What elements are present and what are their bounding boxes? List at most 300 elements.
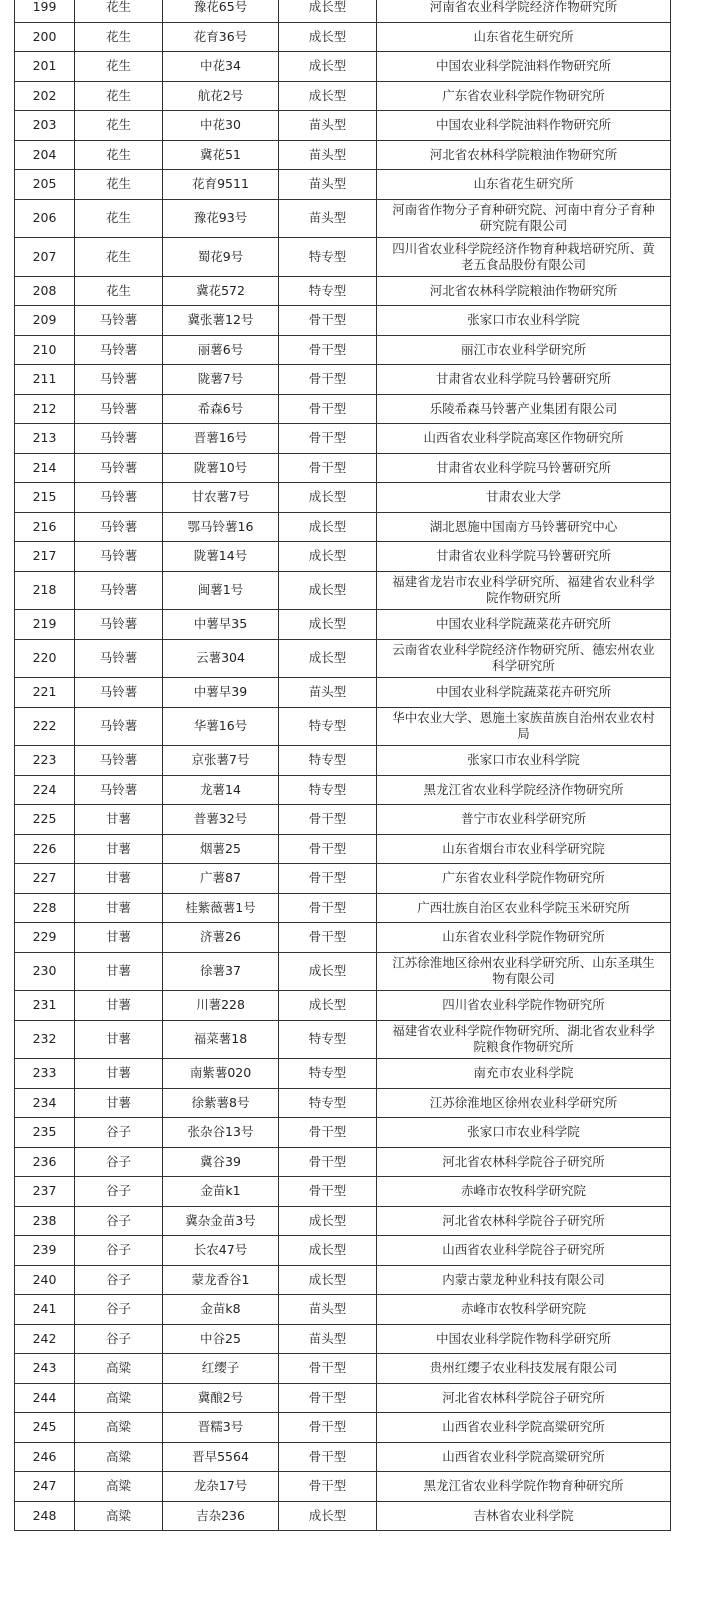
variety-name: 张杂谷13号: [163, 1118, 279, 1148]
variety-type: 成长型: [279, 571, 377, 610]
breeding-unit: 福建省农业科学院作物研究所、湖北省农业科学院粮食作物研究所: [377, 1020, 671, 1059]
crop-name: 花生: [75, 52, 163, 82]
row-number: 229: [15, 923, 75, 953]
crop-name: 高粱: [75, 1383, 163, 1413]
breeding-unit: 乐陵希森马铃薯产业集团有限公司: [377, 394, 671, 424]
breeding-unit: 山西省农业科学院高寒区作物研究所: [377, 424, 671, 454]
crop-name: 高粱: [75, 1472, 163, 1502]
row-number: 203: [15, 111, 75, 141]
variety-type: 骨干型: [279, 365, 377, 395]
row-number: 239: [15, 1236, 75, 1266]
crop-name: 甘薯: [75, 805, 163, 835]
row-number: 232: [15, 1020, 75, 1059]
table-row: [15, 453, 671, 483]
variety-name: 徐薯37: [163, 952, 279, 991]
table-row: [15, 335, 671, 365]
variety-name: 红缨子: [163, 1354, 279, 1384]
table-row: [15, 639, 671, 678]
crop-name: 高粱: [75, 1354, 163, 1384]
variety-name: 甘农薯7号: [163, 483, 279, 513]
row-number: 221: [15, 678, 75, 708]
variety-type: 特专型: [279, 1020, 377, 1059]
breeding-unit: 张家口市农业科学院: [377, 746, 671, 776]
row-number: 233: [15, 1059, 75, 1089]
row-number: 215: [15, 483, 75, 513]
breeding-unit: 南充市农业科学院: [377, 1059, 671, 1089]
variety-name: 龙薯14: [163, 775, 279, 805]
table-row: [15, 610, 671, 640]
variety-type: 骨干型: [279, 306, 377, 336]
crop-name: 花生: [75, 140, 163, 170]
variety-type: 成长型: [279, 1236, 377, 1266]
crop-name: 甘薯: [75, 1088, 163, 1118]
crop-name: 谷子: [75, 1118, 163, 1148]
breeding-unit: 云南省农业科学院经济作物研究所、德宏州农业科学研究所: [377, 639, 671, 678]
breeding-unit: 张家口市农业科学院: [377, 1118, 671, 1148]
table-row: [15, 1472, 671, 1502]
variety-name: 晋糯3号: [163, 1413, 279, 1443]
row-number: 207: [15, 238, 75, 277]
crop-name: 马铃薯: [75, 424, 163, 454]
variety-name: 鄂马铃薯16: [163, 512, 279, 542]
table-row: [15, 22, 671, 52]
crop-name: 谷子: [75, 1265, 163, 1295]
breeding-unit: 张家口市农业科学院: [377, 306, 671, 336]
variety-type: 成长型: [279, 483, 377, 513]
row-number: 209: [15, 306, 75, 336]
breeding-unit: 吉林省农业科学院: [377, 1501, 671, 1531]
row-number: 200: [15, 22, 75, 52]
breeding-unit: 山东省花生研究所: [377, 22, 671, 52]
breeding-unit: 赤峰市农牧科学研究院: [377, 1177, 671, 1207]
variety-name: 晋早5564: [163, 1442, 279, 1472]
table-row: [15, 542, 671, 572]
breeding-unit: 山西省农业科学院高粱研究所: [377, 1442, 671, 1472]
breeding-unit: 中国农业科学院油料作物研究所: [377, 111, 671, 141]
variety-type: 成长型: [279, 22, 377, 52]
variety-type: 成长型: [279, 542, 377, 572]
table-row: [15, 952, 671, 991]
table-row: [15, 1118, 671, 1148]
breeding-unit: 中国农业科学院作物科学研究所: [377, 1324, 671, 1354]
variety-name: 冀谷39: [163, 1147, 279, 1177]
row-number: 241: [15, 1295, 75, 1325]
table-row: [15, 1324, 671, 1354]
variety-type: 苗头型: [279, 170, 377, 200]
variety-type: 苗头型: [279, 111, 377, 141]
row-number: 231: [15, 991, 75, 1021]
variety-type: 骨干型: [279, 335, 377, 365]
row-number: 212: [15, 394, 75, 424]
variety-type: 骨干型: [279, 1442, 377, 1472]
row-number: 218: [15, 571, 75, 610]
variety-type: 苗头型: [279, 1295, 377, 1325]
row-number: 219: [15, 610, 75, 640]
variety-type: 骨干型: [279, 1118, 377, 1148]
variety-name: 中花30: [163, 111, 279, 141]
crop-name: 马铃薯: [75, 678, 163, 708]
variety-name: 广薯87: [163, 864, 279, 894]
breeding-unit: 丽江市农业科学研究所: [377, 335, 671, 365]
variety-type: 成长型: [279, 1265, 377, 1295]
variety-type: 骨干型: [279, 893, 377, 923]
table-row: [15, 170, 671, 200]
variety-name: 冀花51: [163, 140, 279, 170]
table-row: [15, 678, 671, 708]
table-row: [15, 365, 671, 395]
breeding-unit: 河北省农林科学院粮油作物研究所: [377, 276, 671, 306]
variety-type: 成长型: [279, 1501, 377, 1531]
breeding-unit: 中国农业科学院蔬菜花卉研究所: [377, 678, 671, 708]
row-number: 211: [15, 365, 75, 395]
table-row: [15, 1383, 671, 1413]
row-number: 226: [15, 834, 75, 864]
breeding-unit: 四川省农业科学院作物研究所: [377, 991, 671, 1021]
breeding-unit: 中国农业科学院蔬菜花卉研究所: [377, 610, 671, 640]
variety-name: 川薯228: [163, 991, 279, 1021]
variety-type: 特专型: [279, 746, 377, 776]
breeding-unit: 河北省农林科学院谷子研究所: [377, 1383, 671, 1413]
variety-name: 冀张薯12号: [163, 306, 279, 336]
table-row: [15, 1265, 671, 1295]
crop-name: 谷子: [75, 1206, 163, 1236]
variety-name: 中花34: [163, 52, 279, 82]
variety-name: 桂紫薇薯1号: [163, 893, 279, 923]
row-number: 210: [15, 335, 75, 365]
table-row: [15, 991, 671, 1021]
variety-type: 成长型: [279, 81, 377, 111]
variety-name: 吉杂236: [163, 1501, 279, 1531]
variety-type: 苗头型: [279, 678, 377, 708]
variety-name: 豫花93号: [163, 199, 279, 238]
table-row: [15, 1020, 671, 1059]
row-number: 230: [15, 952, 75, 991]
variety-type: 成长型: [279, 52, 377, 82]
variety-type: 特专型: [279, 775, 377, 805]
row-number: 213: [15, 424, 75, 454]
breeding-unit: 甘肃省农业科学院马铃薯研究所: [377, 365, 671, 395]
variety-type: 骨干型: [279, 453, 377, 483]
variety-name: 豫花65号: [163, 0, 279, 22]
crop-name: 甘薯: [75, 1059, 163, 1089]
breeding-unit: 福建省龙岩市农业科学研究所、福建省农业科学院作物研究所: [377, 571, 671, 610]
variety-name: 济薯26: [163, 923, 279, 953]
table-row: [15, 306, 671, 336]
row-number: 227: [15, 864, 75, 894]
row-number: 236: [15, 1147, 75, 1177]
breeding-unit: 山东省烟台市农业科学研究院: [377, 834, 671, 864]
crop-name: 马铃薯: [75, 394, 163, 424]
breeding-unit: 山西省农业科学院谷子研究所: [377, 1236, 671, 1266]
crop-name: 谷子: [75, 1295, 163, 1325]
variety-type: 骨干型: [279, 864, 377, 894]
table-row: [15, 52, 671, 82]
row-number: 243: [15, 1354, 75, 1384]
crop-name: 花生: [75, 0, 163, 22]
variety-type: 骨干型: [279, 1177, 377, 1207]
table-row: [15, 81, 671, 111]
table-body: [15, 0, 671, 1531]
variety-type: 特专型: [279, 276, 377, 306]
variety-type: 骨干型: [279, 834, 377, 864]
variety-name: 福菜薯18: [163, 1020, 279, 1059]
crop-name: 甘薯: [75, 893, 163, 923]
variety-type: 骨干型: [279, 1413, 377, 1443]
crop-name: 甘薯: [75, 1020, 163, 1059]
variety-type: 骨干型: [279, 424, 377, 454]
variety-type: 苗头型: [279, 1324, 377, 1354]
table-row: [15, 394, 671, 424]
breeding-unit: 华中农业大学、恩施土家族苗族自治州农业农村局: [377, 707, 671, 746]
row-number: 204: [15, 140, 75, 170]
crop-name: 花生: [75, 199, 163, 238]
variety-name: 金苗k1: [163, 1177, 279, 1207]
table-row: [15, 1354, 671, 1384]
crop-name: 花生: [75, 111, 163, 141]
variety-name: 冀花572: [163, 276, 279, 306]
row-number: 199: [15, 0, 75, 22]
variety-name: 陇薯7号: [163, 365, 279, 395]
row-number: 201: [15, 52, 75, 82]
variety-name: 陇薯10号: [163, 453, 279, 483]
breeding-unit: 湖北恩施中国南方马铃薯研究中心: [377, 512, 671, 542]
variety-type: 骨干型: [279, 1383, 377, 1413]
variety-name: 京张薯7号: [163, 746, 279, 776]
variety-name: 云薯304: [163, 639, 279, 678]
crop-name: 马铃薯: [75, 306, 163, 336]
breeding-unit: 甘肃农业大学: [377, 483, 671, 513]
table-row: [15, 707, 671, 746]
variety-type: 苗头型: [279, 199, 377, 238]
row-number: 240: [15, 1265, 75, 1295]
row-number: 238: [15, 1206, 75, 1236]
row-number: 216: [15, 512, 75, 542]
table-row: [15, 1236, 671, 1266]
table-row: [15, 1442, 671, 1472]
row-number: 223: [15, 746, 75, 776]
table-row: [15, 199, 671, 238]
variety-table: [14, 0, 671, 1531]
crop-name: 马铃薯: [75, 571, 163, 610]
variety-name: 华薯16号: [163, 707, 279, 746]
crop-name: 马铃薯: [75, 453, 163, 483]
table-row: [15, 864, 671, 894]
table-row: [15, 483, 671, 513]
crop-name: 甘薯: [75, 923, 163, 953]
crop-name: 甘薯: [75, 864, 163, 894]
variety-type: 骨干型: [279, 805, 377, 835]
row-number: 248: [15, 1501, 75, 1531]
breeding-unit: 黑龙江省农业科学院经济作物研究所: [377, 775, 671, 805]
row-number: 244: [15, 1383, 75, 1413]
variety-name: 航花2号: [163, 81, 279, 111]
variety-name: 蜀花9号: [163, 238, 279, 277]
table-row: [15, 1413, 671, 1443]
variety-name: 陇薯14号: [163, 542, 279, 572]
row-number: 237: [15, 1177, 75, 1207]
variety-type: 成长型: [279, 512, 377, 542]
crop-name: 马铃薯: [75, 707, 163, 746]
variety-name: 南紫薯020: [163, 1059, 279, 1089]
crop-name: 花生: [75, 276, 163, 306]
variety-name: 丽薯6号: [163, 335, 279, 365]
variety-name: 烟薯25: [163, 834, 279, 864]
breeding-unit: 河北省农林科学院谷子研究所: [377, 1206, 671, 1236]
variety-type: 成长型: [279, 991, 377, 1021]
variety-name: 中谷25: [163, 1324, 279, 1354]
row-number: 206: [15, 199, 75, 238]
crop-name: 花生: [75, 81, 163, 111]
crop-name: 马铃薯: [75, 775, 163, 805]
variety-type: 特专型: [279, 238, 377, 277]
variety-type: 成长型: [279, 1206, 377, 1236]
variety-type: 特专型: [279, 1088, 377, 1118]
breeding-unit: 甘肃省农业科学院马铃薯研究所: [377, 453, 671, 483]
row-number: 214: [15, 453, 75, 483]
variety-type: 骨干型: [279, 1472, 377, 1502]
breeding-unit: 普宁市农业科学研究所: [377, 805, 671, 835]
variety-name: 中薯早35: [163, 610, 279, 640]
crop-name: 谷子: [75, 1324, 163, 1354]
breeding-unit: 中国农业科学院油料作物研究所: [377, 52, 671, 82]
table-row: [15, 775, 671, 805]
row-number: 220: [15, 639, 75, 678]
breeding-unit: 甘肃省农业科学院马铃薯研究所: [377, 542, 671, 572]
crop-name: 谷子: [75, 1177, 163, 1207]
table-row: [15, 1206, 671, 1236]
crop-name: 花生: [75, 22, 163, 52]
crop-name: 马铃薯: [75, 335, 163, 365]
table-row: [15, 746, 671, 776]
variety-name: 冀杂金苗3号: [163, 1206, 279, 1236]
table-row: [15, 140, 671, 170]
variety-type: 骨干型: [279, 1354, 377, 1384]
variety-name: 蒙龙香谷1: [163, 1265, 279, 1295]
row-number: 245: [15, 1413, 75, 1443]
table-row: [15, 1147, 671, 1177]
crop-name: 马铃薯: [75, 639, 163, 678]
table-row: [15, 1177, 671, 1207]
variety-name: 冀酿2号: [163, 1383, 279, 1413]
row-number: 222: [15, 707, 75, 746]
table-row: [15, 805, 671, 835]
table-row: [15, 1088, 671, 1118]
variety-name: 闽薯1号: [163, 571, 279, 610]
row-number: 208: [15, 276, 75, 306]
crop-name: 马铃薯: [75, 512, 163, 542]
table-row: [15, 276, 671, 306]
crop-name: 马铃薯: [75, 483, 163, 513]
crop-name: 谷子: [75, 1147, 163, 1177]
variety-type: 骨干型: [279, 1147, 377, 1177]
row-number: 202: [15, 81, 75, 111]
breeding-unit: 河北省农林科学院粮油作物研究所: [377, 140, 671, 170]
breeding-unit: 河南省农业科学院经济作物研究所: [377, 0, 671, 22]
row-number: 234: [15, 1088, 75, 1118]
breeding-unit: 四川省农业科学院经济作物育种栽培研究所、黄老五食品股份有限公司: [377, 238, 671, 277]
variety-name: 徐紫薯8号: [163, 1088, 279, 1118]
row-number: 246: [15, 1442, 75, 1472]
crop-name: 花生: [75, 238, 163, 277]
variety-type: 骨干型: [279, 394, 377, 424]
variety-type: 特专型: [279, 1059, 377, 1089]
table-row: [15, 512, 671, 542]
row-number: 247: [15, 1472, 75, 1502]
variety-type: 成长型: [279, 610, 377, 640]
crop-name: 高粱: [75, 1501, 163, 1531]
crop-name: 马铃薯: [75, 610, 163, 640]
table-row: [15, 571, 671, 610]
crop-name: 甘薯: [75, 952, 163, 991]
table-row: [15, 834, 671, 864]
crop-name: 谷子: [75, 1236, 163, 1266]
variety-name: 金苗k8: [163, 1295, 279, 1325]
breeding-unit: 山东省花生研究所: [377, 170, 671, 200]
table-row: [15, 238, 671, 277]
variety-name: 花育9511: [163, 170, 279, 200]
breeding-unit: 黑龙江省农业科学院作物育种研究所: [377, 1472, 671, 1502]
breeding-unit: 内蒙古蒙龙种业科技有限公司: [377, 1265, 671, 1295]
variety-name: 花育36号: [163, 22, 279, 52]
table-row: [15, 111, 671, 141]
table-row: [15, 424, 671, 454]
row-number: 224: [15, 775, 75, 805]
variety-type: 骨干型: [279, 923, 377, 953]
row-number: 235: [15, 1118, 75, 1148]
variety-name: 晋薯16号: [163, 424, 279, 454]
crop-name: 甘薯: [75, 834, 163, 864]
row-number: 228: [15, 893, 75, 923]
variety-name: 普薯32号: [163, 805, 279, 835]
table-row: [15, 0, 671, 22]
row-number: 242: [15, 1324, 75, 1354]
breeding-unit: 山东省农业科学院作物研究所: [377, 923, 671, 953]
table-row: [15, 1501, 671, 1531]
row-number: 217: [15, 542, 75, 572]
crop-name: 甘薯: [75, 991, 163, 1021]
variety-type: 成长型: [279, 952, 377, 991]
row-number: 205: [15, 170, 75, 200]
breeding-unit: 山西省农业科学院高粱研究所: [377, 1413, 671, 1443]
breeding-unit: 河南省作物分子育种研究院、河南中育分子育种研究院有限公司: [377, 199, 671, 238]
breeding-unit: 贵州红缨子农业科技发展有限公司: [377, 1354, 671, 1384]
variety-type: 成长型: [279, 0, 377, 22]
breeding-unit: 河北省农林科学院谷子研究所: [377, 1147, 671, 1177]
breeding-unit: 广东省农业科学院作物研究所: [377, 864, 671, 894]
crop-name: 马铃薯: [75, 365, 163, 395]
breeding-unit: 江苏徐淮地区徐州农业科学研究所: [377, 1088, 671, 1118]
variety-type: 苗头型: [279, 140, 377, 170]
variety-name: 长农47号: [163, 1236, 279, 1266]
variety-type: 成长型: [279, 639, 377, 678]
crop-name: 马铃薯: [75, 746, 163, 776]
breeding-unit: 广西壮族自治区农业科学院玉米研究所: [377, 893, 671, 923]
table-row: [15, 923, 671, 953]
row-number: 225: [15, 805, 75, 835]
crop-name: 马铃薯: [75, 542, 163, 572]
crop-name: 高粱: [75, 1442, 163, 1472]
variety-name: 龙杂17号: [163, 1472, 279, 1502]
table-row: [15, 1059, 671, 1089]
crop-name: 花生: [75, 170, 163, 200]
variety-name: 希森6号: [163, 394, 279, 424]
table-row: [15, 893, 671, 923]
variety-name: 中薯早39: [163, 678, 279, 708]
crop-name: 高粱: [75, 1413, 163, 1443]
variety-type: 特专型: [279, 707, 377, 746]
table-row: [15, 1295, 671, 1325]
breeding-unit: 赤峰市农牧科学研究院: [377, 1295, 671, 1325]
